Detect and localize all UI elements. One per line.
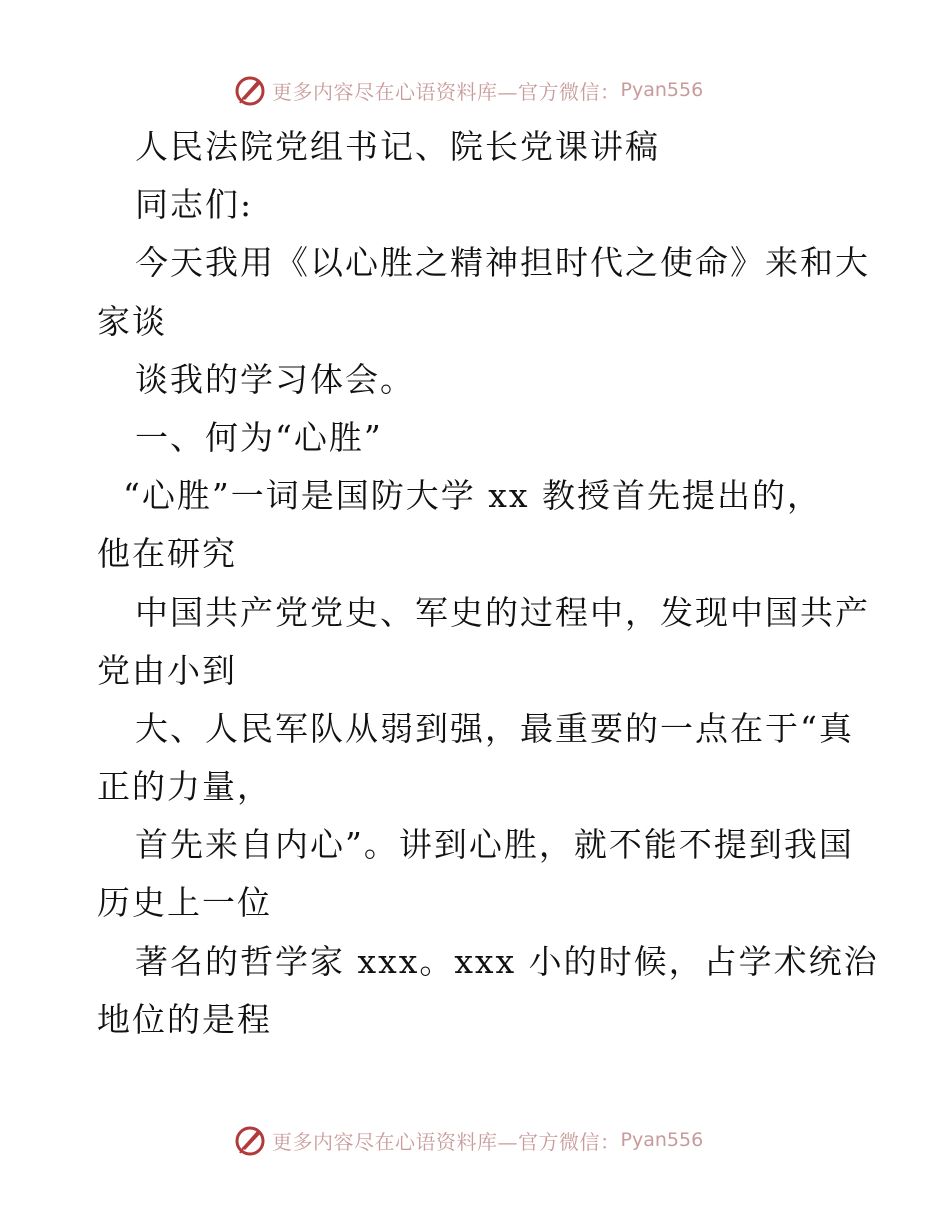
footer-banner	[232, 1120, 752, 1160]
header-banner-wechat: Pyan556	[620, 79, 704, 101]
doc-line: 首先来自内心”。讲到心胜，就不能不提到我国	[135, 825, 854, 865]
doc-title: 人民法院党组书记、院长党课讲稿	[135, 127, 660, 166]
doc-line: 谈我的学习体会。	[135, 359, 415, 399]
doc-line: 著名的哲学家 xxx。xxx 小的时候，占学术统治	[135, 941, 879, 981]
footer-banner-text: 更多内容尽在心语资料库—官方微信：	[272, 1129, 621, 1154]
doc-line: 家谈	[97, 301, 167, 341]
doc-line: 地位的是程	[97, 999, 272, 1039]
doc-line: 他在研究	[97, 534, 237, 574]
doc-line: 今天我用《以心胜之精神担时代之使命》来和大	[135, 243, 870, 283]
doc-line: 大、人民军队从弱到强，最重要的一点在于“真	[135, 708, 854, 748]
doc-line: 正的力量，	[97, 767, 272, 807]
doc-line: 历史上一位	[97, 883, 272, 923]
doc-line: “心胜”一词是国防大学 xx 教授首先提出的，	[123, 476, 822, 516]
quill-logo-icon	[232, 72, 268, 108]
doc-line: 党由小到	[97, 650, 237, 690]
doc-line: 中国共产党党史、军史的过程中，发现中国共产	[135, 592, 870, 632]
document-body	[97, 118, 879, 1049]
doc-salutation: 同志们:	[135, 185, 254, 225]
header-banner	[232, 70, 752, 110]
footer-banner-wechat: Pyan556	[620, 1129, 704, 1151]
quill-logo-icon	[232, 1122, 268, 1158]
doc-section-heading: 一、何为“心胜”	[135, 417, 383, 457]
header-banner-text: 更多内容尽在心语资料库—官方微信：	[272, 79, 621, 104]
